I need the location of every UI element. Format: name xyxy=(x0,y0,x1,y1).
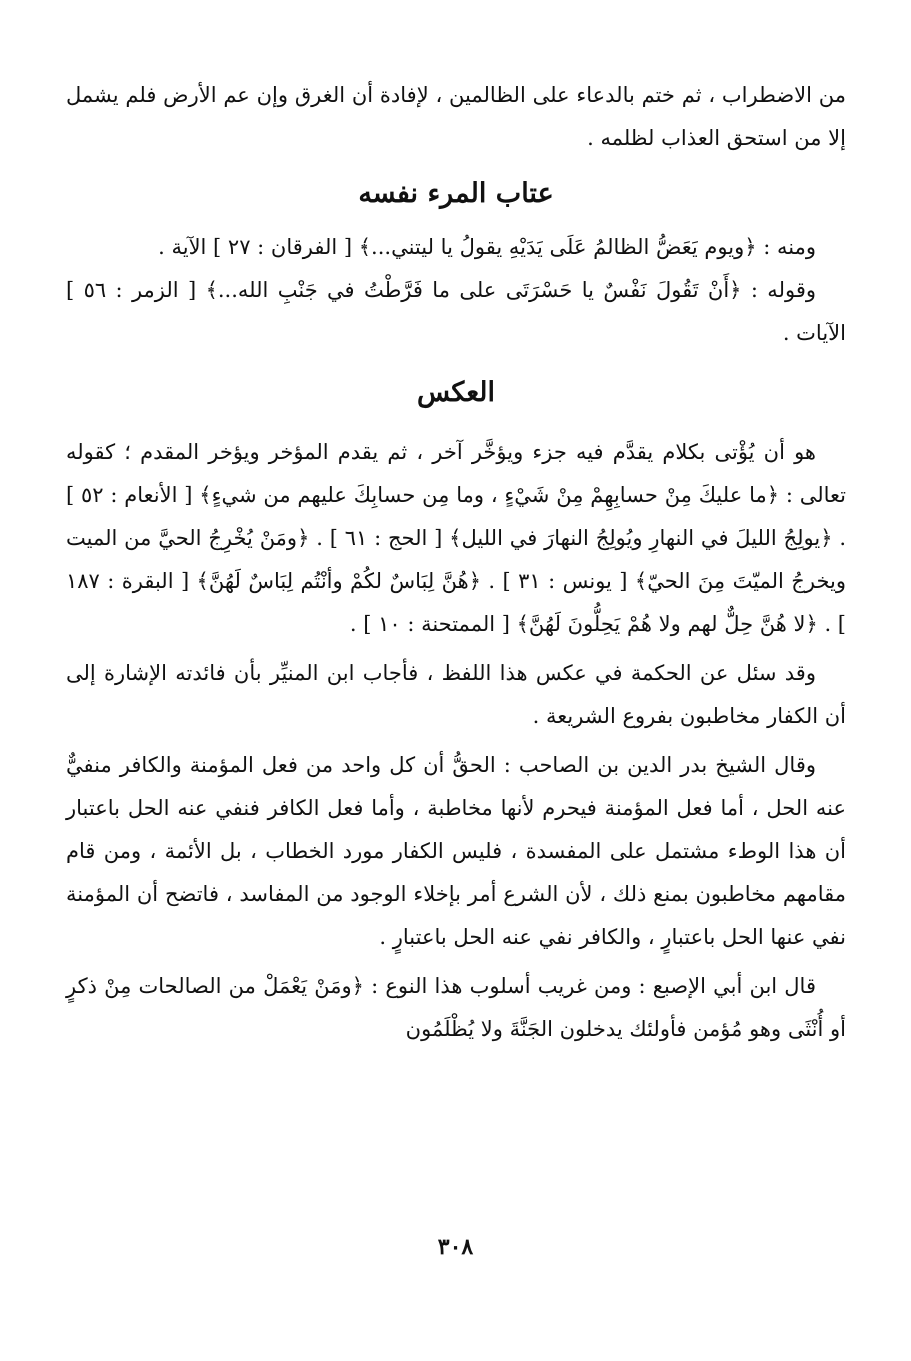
page-body xyxy=(66,74,846,1051)
page-number: ٣٠٨ xyxy=(437,1234,474,1260)
paragraph-ibn-abi-al-isba: قال ابن أبي الإصبع : ومن غريب أسلوب هذا النوع : ﴿ومَنْ يَعْمَلْ من الصالحات مِنْ ذكرٍ أو أُنْثَى وهو مُؤمن فأولئك يدخلون الجَنَّةَ ولا يُظْلَمُون xyxy=(66,974,846,1041)
section-heading-inversion: العكس xyxy=(416,377,496,408)
paragraph-example-zumar: وقوله : ﴿أَنْ تَقُولَ نَفْسٌ يا حَسْرَتَى على ما فَرَّطْتُ في جَنْبِ الله...﴾ [ الزمر : ٥٦ ] الآيات . xyxy=(66,278,846,345)
paragraph-badr-al-din: وقال الشيخ بدر الدين بن الصاحب : الحقُّ أن كل واحد من فعل المؤمنة والكافر منفيٌّ عنه الحل ، أما فعل المؤمنة فيحرم لأنها مخاطبة ، وأما فعل الكافر فنفي عنه الحل باعتبار أن هذا الوطء مشتمل على المفسدة ، فليس الكفار مورد الخطاب ، بل الأئمة ، ومن قام مقامهم مخاطبون بمنع ذلك ، لأن الشرع أمر بإخلاء الوجود من المفاسد ، فاتضح أن المؤمنة نفي عنها الحل باعتبارٍ ، والكافر نفي عنه الحل باعتبارٍ . xyxy=(66,753,846,949)
paragraph-inversion-definition: هو أن يُؤْتى بكلام يقدَّم فيه جزء ويؤخَّر آخر ، ثم يقدم المؤخر ويؤخر المقدم ؛ كقوله تعالى : ﴿ما عليكَ مِنْ حسابِهِمْ مِنْ شَيْءٍ ، وما مِن حسابِكَ عليهم من شيءٍ﴾ [ الأنعام : ٥٢ ] . ﴿يولِجُ الليلَ في النهارِ ويُولِجُ النهارَ في الليل﴾ [ الحج : ٦١ ] . ﴿ومَنْ يُخْرِجُ الحيَّ من الميت ويخرجُ الميّتَ مِنَ الحيّ﴾ [ يونس : ٣١ ] . ﴿هُنَّ لِبَاسٌ لكُمْ وأنْتُم لِبَاسٌ لَهُنَّ﴾ [ البقرة : ١٨٧ ] . ﴿لا هُنَّ حِلٌّ لهم ولا هُمْ يَحِلُّونَ لَهُنَّ﴾ [ الممتحنة : ١٠ ] . xyxy=(66,440,846,636)
paragraph-ibn-munayyir: وقد سئل عن الحكمة في عكس هذا اللفظ ، فأجاب ابن المنيِّر بأن فائدته الإشارة إلى أن الكفار مخاطبون بفروع الشريعة . xyxy=(66,661,846,728)
paragraph-example-furqan: ومنه : ﴿ويوم يَعَضُّ الظالمُ عَلَى يَدَيْهِ يقولُ يا ليتني...﴾ [ الفرقان : ٢٧ ] الآية . xyxy=(158,235,816,259)
paragraph-continuation: من الاضطراب ، ثم ختم بالدعاء على الظالمين ، لإفادة أن الغرق وإن عم الأرض فلم يشمل إلا من استحق العذاب لظلمه . xyxy=(66,83,846,150)
section-heading-self-reproach: عتاب المرء نفسه xyxy=(358,178,554,209)
